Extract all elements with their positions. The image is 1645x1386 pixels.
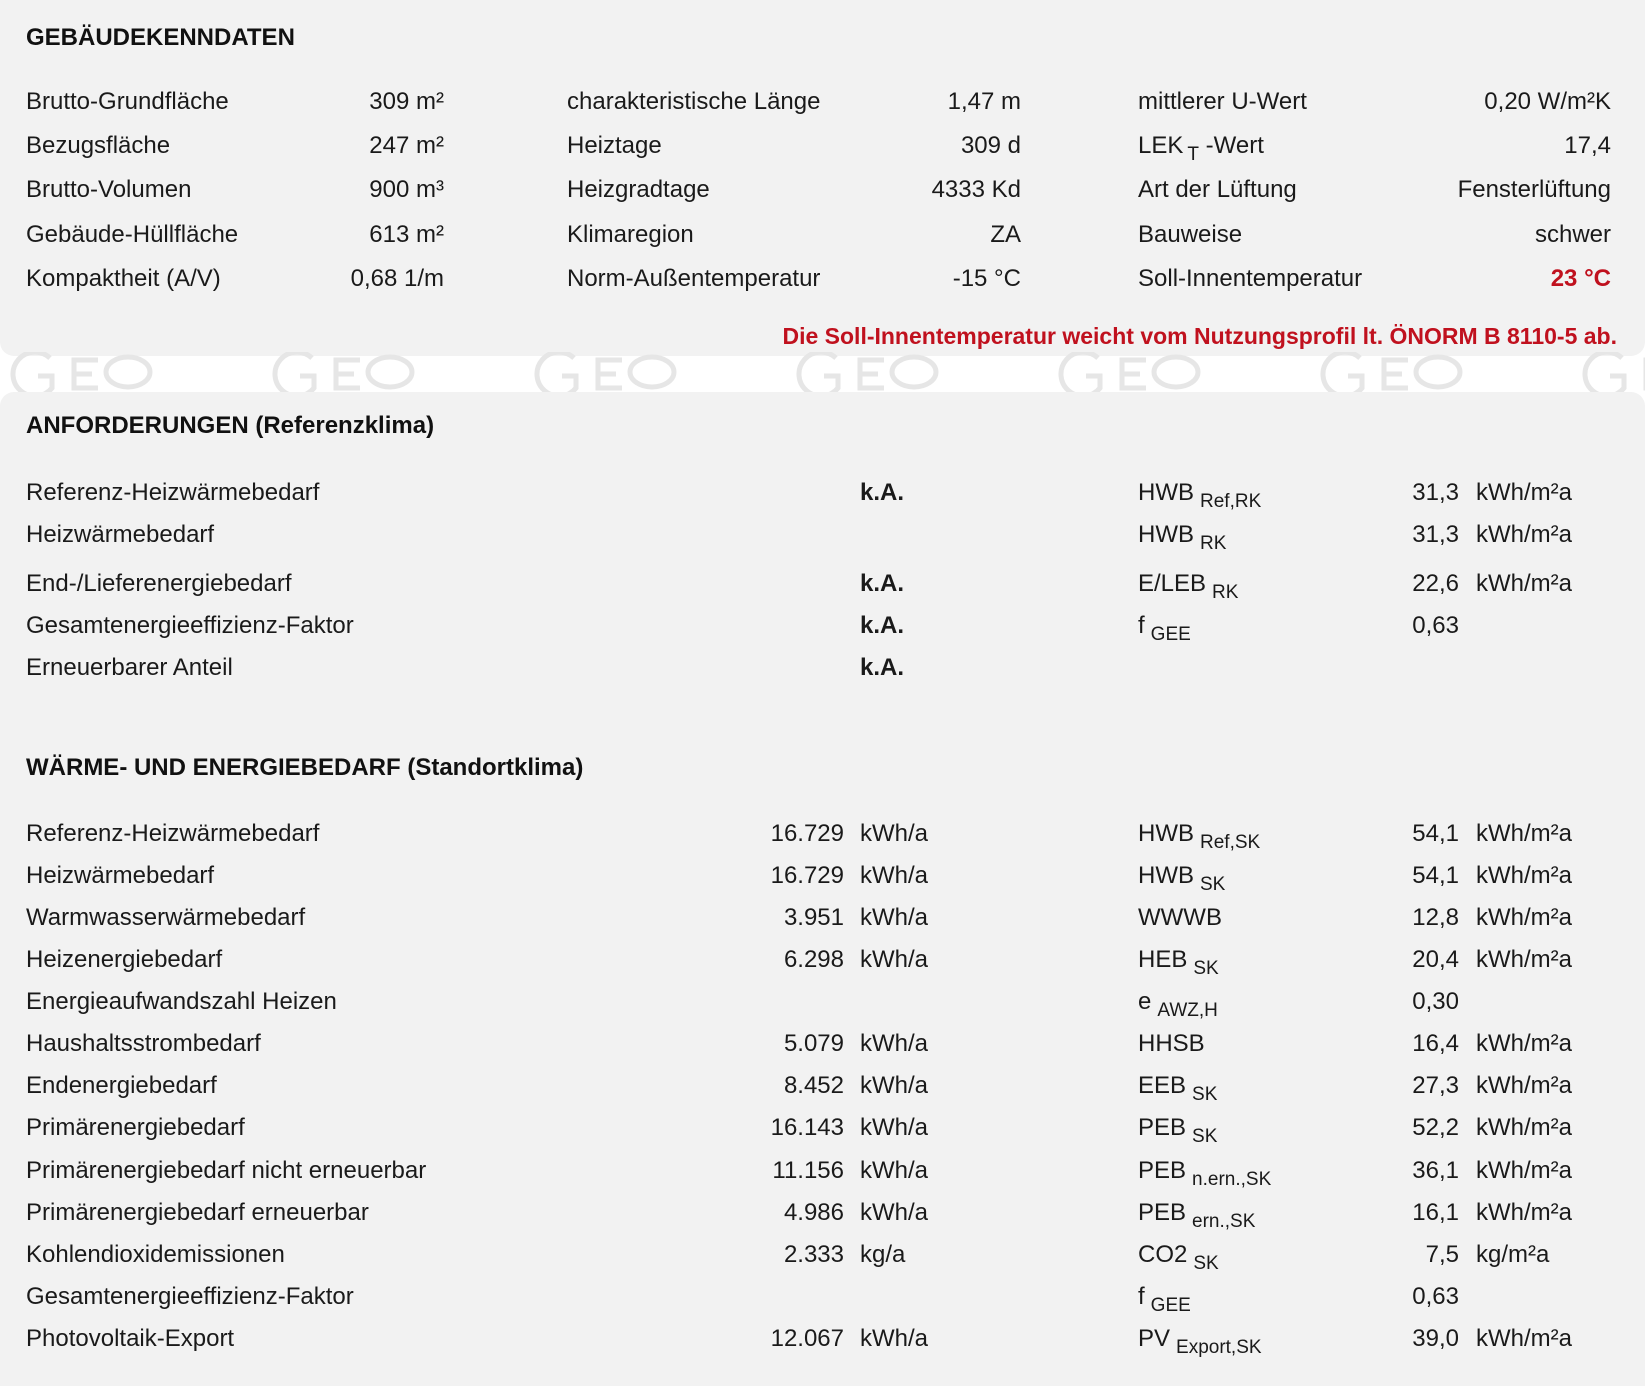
building-label: Brutto-Volumen — [26, 176, 192, 203]
building-value: 23 °C — [1550, 265, 1611, 292]
energy-symbol — [1138, 1030, 1211, 1058]
energy-symbol-text: HWB — [1138, 862, 1194, 889]
building-value: 900 m³ — [369, 176, 444, 203]
energy-amount-unit: kWh/a — [860, 1157, 929, 1184]
energy-symbol-text: e — [1138, 988, 1152, 1015]
requirement-symbol-text: HWB — [1138, 521, 1194, 548]
requirement-status: k.A. — [860, 570, 905, 597]
energy-label: Heizenergiebedarf — [26, 946, 223, 973]
requirement-status: k.A. — [860, 479, 905, 506]
section-heading-waerme-energiebedarf: WÄRME- UND ENERGIEBEDARF (Standortklima) — [26, 754, 584, 781]
building-value: Fensterlüftung — [1457, 176, 1611, 203]
building-label — [1138, 132, 1264, 165]
building-label — [1138, 88, 1311, 116]
energy-unit: kWh/m²a — [1476, 1325, 1572, 1352]
building-value: schwer — [1534, 221, 1611, 248]
building-value: 309 m² — [369, 88, 444, 115]
energy-symbol — [1138, 1157, 1272, 1190]
requirement-symbol-subscript: GEE — [1150, 624, 1191, 645]
energy-symbol-text: f — [1138, 1283, 1145, 1310]
energy-label: Gesamtenergieeffizienz-Faktor — [26, 1283, 354, 1310]
energy-unit: kg/m²a — [1476, 1241, 1550, 1268]
building-label-text: Bauweise — [1138, 221, 1243, 248]
energy-symbol — [1138, 1072, 1218, 1105]
requirement-symbol-subscript: Ref,RK — [1200, 491, 1262, 512]
energy-label: Kohlendioxidemissionen — [26, 1241, 285, 1268]
energy-label: Haushaltsstrombedarf — [26, 1030, 261, 1057]
energy-amount-unit: kWh/a — [860, 904, 929, 931]
energy-label: Warmwasserwärmebedarf — [26, 904, 306, 931]
geo-logo-icon — [1323, 352, 1460, 394]
building-value: ZA — [990, 221, 1021, 248]
energy-symbol — [1138, 1114, 1218, 1147]
building-label: Klimaregion — [567, 221, 694, 248]
building-label-subscript: T — [1187, 144, 1199, 165]
building-value: 17,4 — [1564, 132, 1611, 159]
requirement-value: 0,63 — [1412, 612, 1459, 639]
energy-value: 36,1 — [1412, 1157, 1459, 1184]
energy-label: Primärenergiebedarf nicht erneuerbar — [26, 1157, 427, 1184]
energy-label: Primärenergiebedarf — [26, 1114, 245, 1141]
building-label: Gebäude-Hüllfläche — [26, 221, 239, 248]
energy-label: Energieaufwandszahl Heizen — [26, 988, 337, 1015]
energy-value: 54,1 — [1412, 862, 1459, 889]
building-label: Brutto-Grundfläche — [26, 88, 229, 115]
energy-symbol-text: WWWB — [1138, 904, 1222, 931]
building-label: Kompaktheit (A/V) — [26, 265, 221, 292]
energy-unit: kWh/m²a — [1476, 820, 1572, 847]
energy-symbol-text: HEB — [1138, 946, 1188, 973]
energy-value: 0,63 — [1412, 1283, 1459, 1310]
energy-amount: 11.156 — [772, 1157, 844, 1184]
energy-symbol — [1138, 946, 1219, 979]
energy-symbol-text: PEB — [1138, 1199, 1187, 1226]
energy-symbol-subscript: GEE — [1150, 1295, 1191, 1316]
building-label-suffix: -Wert — [1198, 132, 1264, 159]
building-label — [1138, 176, 1301, 204]
energy-amount: 4.986 — [783, 1199, 844, 1226]
energy-unit: kWh/m²a — [1476, 1072, 1572, 1099]
geo-watermark-logo — [0, 352, 1645, 394]
geo-logo-icon — [799, 352, 936, 394]
energy-unit: kWh/m²a — [1476, 946, 1572, 973]
requirement-label: Heizwärmebedarf — [26, 521, 215, 548]
building-value: 0,68 1/m — [350, 265, 444, 292]
building-value: 613 m² — [369, 221, 444, 248]
energy-symbol-subscript: n.ern.,SK — [1192, 1169, 1272, 1190]
energy-symbol-subscript: Ref,SK — [1200, 832, 1261, 853]
energy-value: 52,2 — [1412, 1114, 1459, 1141]
energy-symbol-subscript: SK — [1193, 958, 1219, 979]
energy-symbol — [1138, 1283, 1191, 1316]
building-label: charakteristische Länge — [567, 88, 821, 115]
energy-label: Referenz-Heizwärmebedarf — [26, 820, 320, 847]
energy-amount: 16.729 — [770, 862, 844, 889]
requirement-label: End-/Lieferenergiebedarf — [26, 570, 292, 597]
section-heading-anforderungen: ANFORDERUNGEN (Referenzklima) — [26, 412, 435, 439]
energy-amount: 6.298 — [783, 946, 844, 973]
energy-amount-unit: kg/a — [860, 1241, 906, 1268]
temperature-warning: Die Soll-Innentemperatur weicht vom Nutzungsprofil lt. ÖNORM B 8110-5 ab. — [782, 323, 1617, 349]
energy-symbol — [1138, 988, 1218, 1021]
building-label — [1138, 265, 1366, 293]
requirement-label: Erneuerbarer Anteil — [26, 654, 233, 681]
building-value: 1,47 m — [947, 88, 1021, 115]
energy-unit: kWh/m²a — [1476, 1157, 1572, 1184]
requirement-unit: kWh/m²a — [1476, 479, 1572, 506]
requirement-symbol — [1138, 654, 1144, 682]
energy-symbol-text: HHSB — [1138, 1030, 1205, 1057]
requirement-status: k.A. — [860, 612, 905, 639]
energy-amount-unit: kWh/a — [860, 1199, 929, 1226]
requirement-symbol-text: HWB — [1138, 479, 1194, 506]
energy-symbol-text: EEB — [1138, 1072, 1187, 1099]
requirement-value: 22,6 — [1412, 570, 1459, 597]
energy-symbol-subscript: SK — [1192, 1084, 1218, 1105]
energy-symbol — [1138, 1325, 1262, 1358]
requirement-label: Referenz-Heizwärmebedarf — [26, 479, 320, 506]
energy-amount: 3.951 — [783, 904, 844, 931]
energy-amount-unit: kWh/a — [860, 946, 929, 973]
energy-symbol-subscript: SK — [1192, 1126, 1218, 1147]
energy-label: Primärenergiebedarf erneuerbar — [26, 1199, 369, 1226]
energy-label: Heizwärmebedarf — [26, 862, 215, 889]
building-label: Heiztage — [567, 132, 662, 159]
energy-value: 12,8 — [1412, 904, 1459, 931]
requirement-symbol-text: E/LEB — [1138, 570, 1207, 597]
building-label: Heizgradtage — [567, 176, 710, 203]
energy-symbol-text: HWB — [1138, 820, 1194, 847]
building-value: 0,20 W/m²K — [1484, 88, 1611, 115]
building-label-text: Soll-Innentemperatur — [1138, 265, 1363, 292]
energy-amount: 5.079 — [783, 1030, 844, 1057]
energy-value: 20,4 — [1412, 946, 1459, 973]
energy-amount: 12.067 — [770, 1325, 844, 1352]
energy-value: 54,1 — [1412, 820, 1459, 847]
energy-value: 27,3 — [1412, 1072, 1459, 1099]
energy-amount-unit: kWh/a — [860, 1114, 929, 1141]
energy-amount-unit: kWh/a — [860, 1325, 929, 1352]
energy-symbol-subscript: ern.,SK — [1192, 1211, 1256, 1232]
requirement-label: Gesamtenergieeffizienz-Faktor — [26, 612, 354, 639]
energy-unit: kWh/m²a — [1476, 904, 1572, 931]
energy-symbol — [1138, 820, 1261, 853]
building-value: 247 m² — [369, 132, 444, 159]
energy-symbol-subscript: AWZ,H — [1157, 1000, 1218, 1021]
building-label-text: Art der Lüftung — [1138, 176, 1297, 203]
requirement-value: 31,3 — [1412, 479, 1459, 506]
building-label-text: mittlerer U-Wert — [1138, 88, 1307, 115]
energy-symbol-subscript: SK — [1200, 874, 1226, 895]
energy-symbol — [1138, 862, 1226, 895]
energy-label: Photovoltaik-Export — [26, 1325, 235, 1352]
building-value: 309 d — [960, 132, 1021, 159]
geo-logo-icon — [1585, 352, 1645, 394]
energy-symbol-subscript: Export,SK — [1176, 1337, 1262, 1358]
building-label — [1138, 221, 1246, 249]
energy-label: Endenergiebedarf — [26, 1072, 217, 1099]
energy-value: 7,5 — [1425, 1241, 1459, 1268]
energy-value: 16,1 — [1412, 1199, 1459, 1226]
energy-symbol-subscript: SK — [1193, 1253, 1219, 1274]
geo-logo-icon — [13, 352, 150, 394]
requirement-symbol — [1138, 479, 1262, 512]
building-value: -15 °C — [952, 265, 1021, 292]
energy-amount-unit: kWh/a — [860, 820, 929, 847]
energy-amount-unit: kWh/a — [860, 862, 929, 889]
geo-logo-icon — [275, 352, 412, 394]
energy-unit: kWh/m²a — [1476, 1199, 1572, 1226]
energy-value: 39,0 — [1412, 1325, 1459, 1352]
energy-amount: 16.729 — [770, 820, 844, 847]
building-label: Bezugsfläche — [26, 132, 171, 159]
energy-value: 16,4 — [1412, 1030, 1459, 1057]
requirement-unit: kWh/m²a — [1476, 521, 1572, 548]
energy-unit: kWh/m²a — [1476, 1030, 1572, 1057]
energy-symbol — [1138, 1199, 1256, 1232]
geo-logo-icon — [1061, 352, 1198, 394]
energy-symbol — [1138, 904, 1228, 932]
geo-logo-icon — [537, 352, 674, 394]
requirement-symbol-subscript: RK — [1212, 582, 1239, 603]
energy-unit: kWh/m²a — [1476, 1114, 1572, 1141]
requirement-status: k.A. — [860, 654, 905, 681]
requirement-symbol-subscript: RK — [1200, 533, 1227, 554]
energy-symbol-text: PEB — [1138, 1114, 1187, 1141]
energy-amount-unit: kWh/a — [860, 1072, 929, 1099]
energy-unit: kWh/m²a — [1476, 862, 1572, 889]
energy-symbol-text: CO2 — [1138, 1241, 1188, 1268]
requirement-symbol-text: f — [1138, 612, 1145, 639]
building-label-text: LEK — [1138, 132, 1184, 159]
building-label: Norm-Außentemperatur — [567, 265, 821, 292]
requirement-symbol — [1138, 570, 1239, 603]
building-data-panel — [0, 0, 1645, 356]
energy-amount: 2.333 — [783, 1241, 844, 1268]
energy-amount-unit: kWh/a — [860, 1030, 929, 1057]
requirement-symbol — [1138, 612, 1191, 645]
requirement-unit: kWh/m²a — [1476, 570, 1572, 597]
energy-symbol-text: PEB — [1138, 1157, 1187, 1184]
energy-amount: 8.452 — [783, 1072, 844, 1099]
requirement-symbol — [1138, 521, 1227, 554]
section-heading-gebaeudekenndaten: GEBÄUDEKENNDATEN — [26, 24, 295, 51]
requirement-value: 31,3 — [1412, 521, 1459, 548]
building-value: 4333 Kd — [931, 176, 1021, 203]
energy-symbol — [1138, 1241, 1219, 1274]
energy-symbol-text: PV — [1138, 1325, 1171, 1352]
energy-value: 0,30 — [1412, 988, 1459, 1015]
energy-amount: 16.143 — [770, 1114, 844, 1141]
